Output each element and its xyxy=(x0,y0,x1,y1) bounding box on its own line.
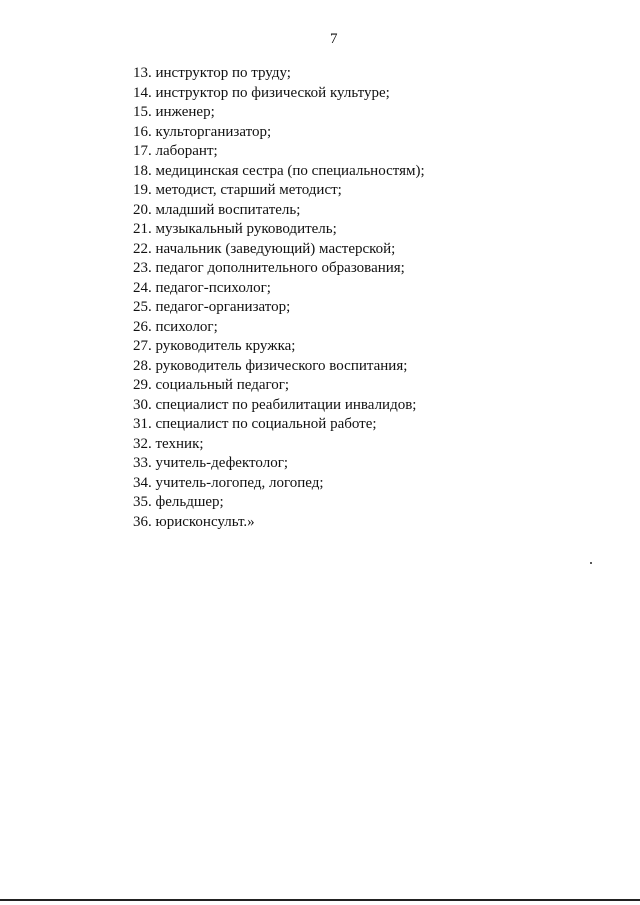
list-item: 32. техник; xyxy=(133,435,204,452)
list-item: 13. инструктор по труду; xyxy=(133,65,291,81)
list-item: 22. начальник (заведующий) мастерской; xyxy=(133,240,396,257)
list-item: 30. специалист по реабилитации инвалидов; xyxy=(133,396,417,413)
list-item: 25. педагог-организатор; xyxy=(133,299,291,315)
scan-speck xyxy=(590,562,592,564)
page-number: 7 xyxy=(330,31,338,47)
list-item: 36. юрисконсульт.» xyxy=(133,513,255,530)
list-item: 33. учитель-дефектолог; xyxy=(133,455,289,471)
list-item: 15. инженер; xyxy=(133,104,215,120)
list-item: 24. педагог-психолог; xyxy=(133,279,271,296)
list-item: 34. учитель-логопед, логопед; xyxy=(133,474,324,491)
list-item: 19. методист, старший методист; xyxy=(133,182,342,198)
list-item: 26. психолог; xyxy=(133,318,218,335)
list-item: 35. фельдшер; xyxy=(133,494,224,510)
list-item: 17. лаборант; xyxy=(133,143,218,159)
list-item: 21. музыкальный руководитель; xyxy=(133,221,337,237)
list-item: 31. специалист по социальной работе; xyxy=(133,416,377,432)
list-item: 20. младший воспитатель; xyxy=(133,201,301,218)
list-item: 18. медицинская сестра (по специальностям); xyxy=(133,162,425,179)
list-item: 14. инструктор по физической культуре; xyxy=(133,84,390,101)
list-item: 27. руководитель кружка; xyxy=(133,338,296,354)
list-item: 29. социальный педагог; xyxy=(133,377,290,393)
list-item: 28. руководитель физического воспитания; xyxy=(133,357,408,374)
list-item: 23. педагог дополнительного образования; xyxy=(133,260,405,276)
position-list xyxy=(133,64,603,532)
scan-bottom-edge xyxy=(0,899,640,901)
list-item: 16. культорганизатор; xyxy=(133,123,272,140)
